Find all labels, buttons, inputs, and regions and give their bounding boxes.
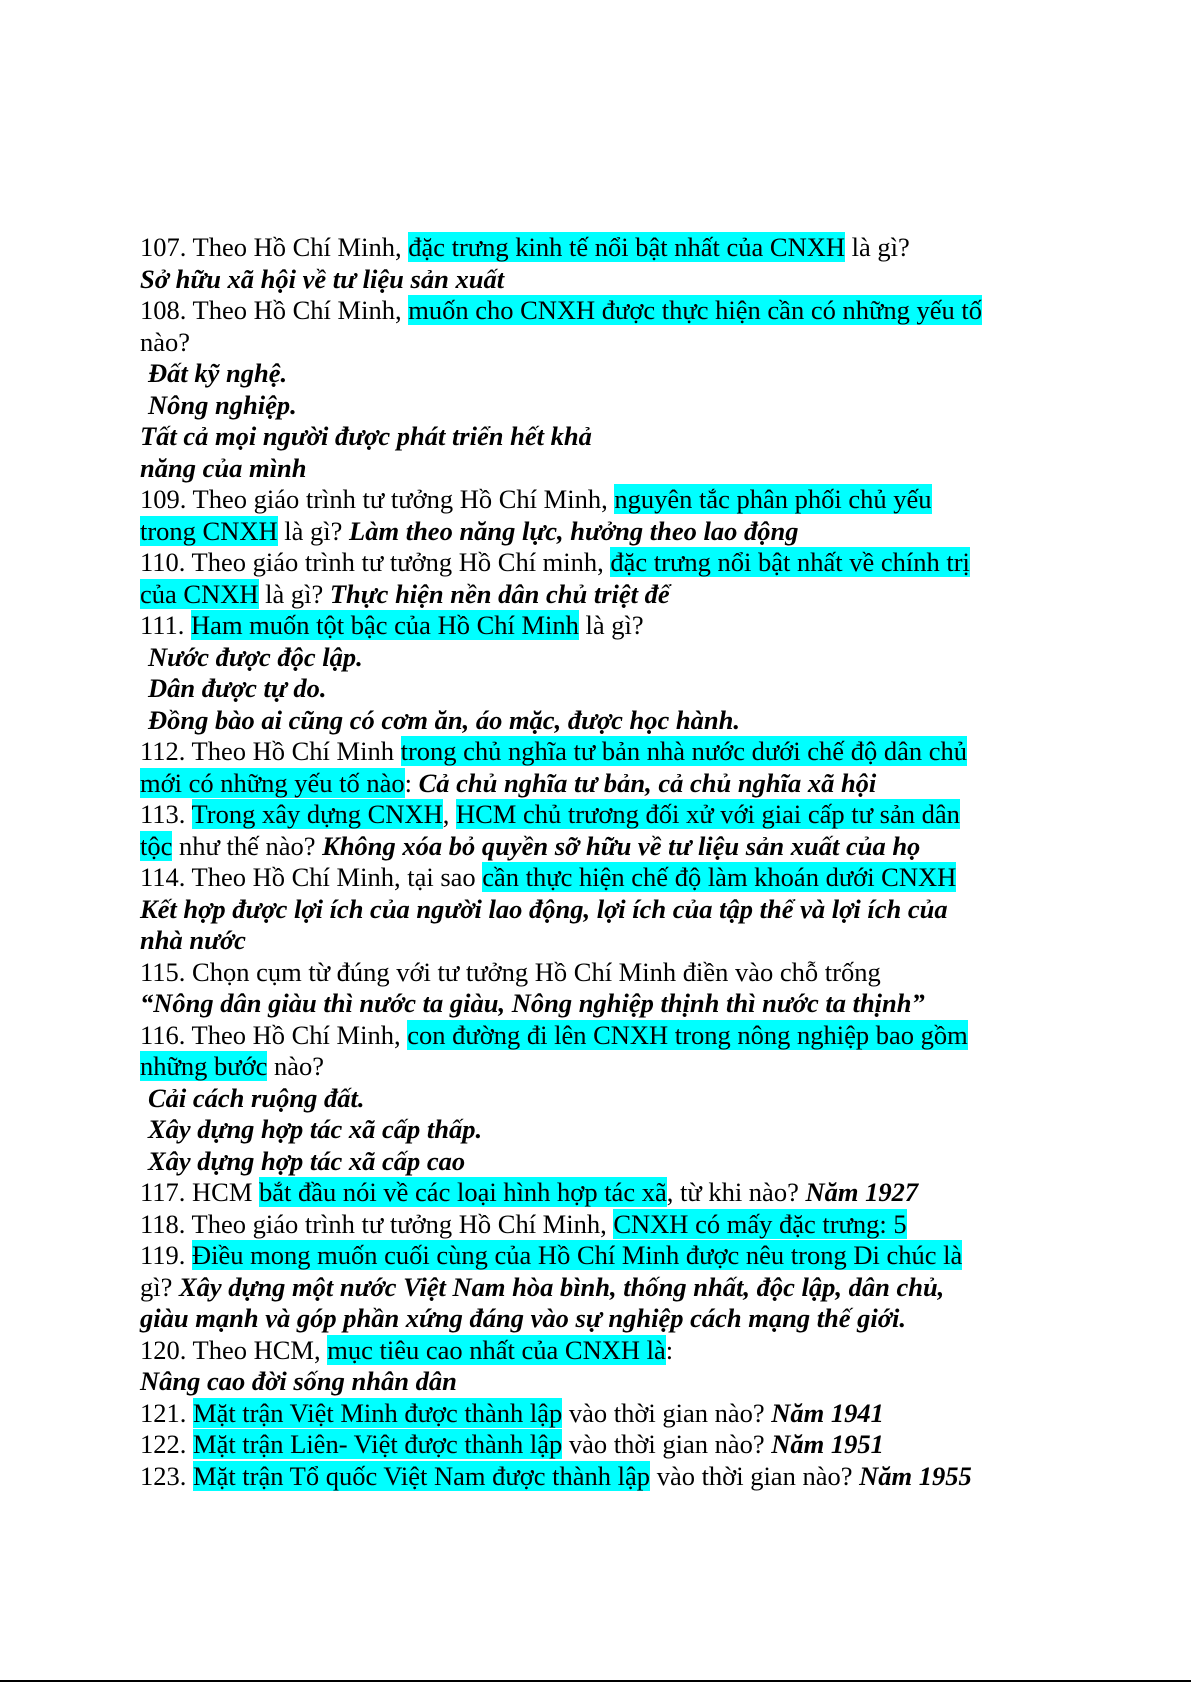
question-108: 108. Theo Hồ Chí Minh, muốn cho CNXH được thực hiện cần có những yếu tố xyxy=(140,295,982,325)
answer-110: Thực hiện nền dân chủ triệt để xyxy=(329,578,670,609)
highlight: Mặt trận Liên- Việt được thành lập xyxy=(193,1429,563,1459)
page-body xyxy=(140,232,1040,1492)
question-112-cont: mới có những yếu tố nào: Cả chủ nghĩa tư bản, cả chủ nghĩa xã hội xyxy=(140,767,877,798)
answer-108-c: Tất cả mọi người được phát triển hết khả xyxy=(140,421,592,451)
question-113-cont: tộc như thế nào? Không xóa bỏ quyền sỡ hữu về tư liệu sản xuất của họ xyxy=(140,830,921,861)
highlight: Điều mong muốn cuối cùng của Hồ Chí Minh được nêu trong Di chúc là xyxy=(192,1240,963,1270)
question-116: 116. Theo Hồ Chí Minh, con đường đi lên CNXH trong nông nghiệp bao gồm xyxy=(140,1019,968,1050)
highlight: mục tiêu cao nhất của CNXH là xyxy=(327,1334,666,1365)
answer-111-a: Nước được độc lập. xyxy=(148,641,363,672)
highlight: trong chủ nghĩa tư bản nhà nước dưới chế độ dân chủ xyxy=(400,736,967,766)
highlight: tộc xyxy=(140,830,173,861)
highlight: CNXH có mấy đặc trưng: 5 xyxy=(613,1208,907,1239)
highlight: bắt đầu nói về các loại hình hợp tác xã xyxy=(259,1177,667,1207)
answer-108-c-cont: năng của mình xyxy=(140,452,307,483)
highlight: trong CNXH xyxy=(140,515,278,546)
question-111: 111. Ham muốn tột bậc của Hồ Chí Minh là gì? xyxy=(140,610,644,640)
answer-115: “Nông dân giàu thì nước ta giàu, Nông nghiệp thịnh thì nước ta thịnh” xyxy=(140,988,925,1018)
question-109: 109. Theo giáo trình tư tưởng Hồ Chí Minh, nguyên tắc phân phối chủ yếu xyxy=(140,484,932,514)
highlight: HCM chủ trương đối xử với giai cấp tư sản dân xyxy=(455,799,960,829)
highlight: nguyên tắc phân phối chủ yếu xyxy=(614,484,932,514)
answer-108-b: Nông nghiệp. xyxy=(148,389,297,420)
answer-116-a: Cải cách ruộng đất. xyxy=(148,1082,365,1113)
answer-114: Kết hợp được lợi ích của người lao động, lợi ích của tập thể và lợi ích của xyxy=(140,893,948,924)
question-112: 112. Theo Hồ Chí Minh trong chủ nghĩa tư bản nhà nước dưới chế độ dân chủ xyxy=(140,736,967,766)
question-118: 118. Theo giáo trình tư tưởng Hồ Chí Minh, CNXH có mấy đặc trưng: 5 xyxy=(140,1208,907,1239)
answer-116-c: Xây dựng hợp tác xã cấp cao xyxy=(148,1145,466,1176)
highlight: mới có những yếu tố nào xyxy=(140,767,405,798)
question-120: 120. Theo HCM, mục tiêu cao nhất của CNXH là: xyxy=(140,1334,674,1365)
question-108-cont: nào? xyxy=(140,326,191,357)
highlight: Ham muốn tột bậc của Hồ Chí Minh xyxy=(191,610,579,640)
highlight: Mặt trận Việt Minh được thành lập xyxy=(193,1397,563,1428)
page-bottom-rule xyxy=(0,1680,1191,1682)
answer-119: Xây dựng một nước Việt Nam hòa bình, thống nhất, độc lập, dân chủ, xyxy=(179,1271,945,1302)
answer-109: Làm theo năng lực, hưởng theo lao động xyxy=(349,515,799,546)
answer-121: Năm 1941 xyxy=(771,1397,884,1428)
highlight: Trong xây dựng CNXH xyxy=(191,799,443,829)
answer-107: Sở hữu xã hội về tư liệu sản xuất xyxy=(140,263,505,294)
question-109-cont: trong CNXH là gì? Làm theo năng lực, hưởng theo lao động xyxy=(140,515,799,546)
question-110-cont: của CNXH là gì? Thực hiện nền dân chủ triệt để xyxy=(140,578,670,609)
answer-113: Không xóa bỏ quyền sỡ hữu về tư liệu sản xuất của họ xyxy=(322,830,921,861)
answer-119-cont: giàu mạnh và góp phần xứng đáng vào sự nghiệp cách mạng thế giới. xyxy=(140,1303,907,1333)
answer-122: Năm 1951 xyxy=(771,1429,884,1459)
answer-108-a: Đất kỹ nghệ. xyxy=(148,358,288,388)
answer-123: Năm 1955 xyxy=(859,1460,972,1491)
highlight: Mặt trận Tổ quốc Việt Nam được thành lập xyxy=(193,1460,651,1491)
answer-112: Cả chủ nghĩa tư bản, cả chủ nghĩa xã hội xyxy=(418,767,877,798)
highlight: muốn cho CNXH được thực hiện cần có những yếu tố xyxy=(408,295,982,325)
highlight: con đường đi lên CNXH trong nông nghiệp bao gồm xyxy=(407,1019,968,1050)
highlight: đặc trưng kinh tế nổi bật nhất của CNXH xyxy=(408,232,845,262)
answer-120: Nâng cao đời sống nhân dân xyxy=(140,1366,457,1396)
question-116-cont: những bước nào? xyxy=(140,1051,325,1081)
answer-117: Năm 1927 xyxy=(805,1177,919,1207)
highlight: của CNXH xyxy=(140,578,259,609)
highlight: những bước xyxy=(140,1051,268,1081)
question-110: 110. Theo giáo trình tư tưởng Hồ Chí minh, đặc trưng nổi bật nhất về chính trị xyxy=(140,547,970,577)
question-114: 114. Theo Hồ Chí Minh, tại sao cần thực hiện chế độ làm khoán dưới CNXH xyxy=(140,862,957,892)
question-123: 123. Mặt trận Tổ quốc Việt Nam được thành lập vào thời gian nào? Năm 1955 xyxy=(140,1460,972,1491)
answer-116-b: Xây dựng hợp tác xã cấp thấp. xyxy=(148,1114,483,1144)
question-107: 107. Theo Hồ Chí Minh, đặc trưng kinh tế nổi bật nhất của CNXH là gì? xyxy=(140,232,910,262)
highlight: đặc trưng nổi bật nhất về chính trị xyxy=(610,547,970,577)
question-119-cont: gì? Xây dựng một nước Việt Nam hòa bình, thống nhất, độc lập, dân chủ, xyxy=(140,1271,945,1302)
question-115: 115. Chọn cụm từ đúng với tư tưởng Hồ Chí Minh điền vào chỗ trống xyxy=(140,956,881,987)
highlight: cần thực hiện chế độ làm khoán dưới CNXH xyxy=(482,862,957,892)
question-121: 121. Mặt trận Việt Minh được thành lập vào thời gian nào? Năm 1941 xyxy=(140,1397,884,1428)
answer-111-c: Đồng bào ai cũng có cơm ăn, áo mặc, được học hành. xyxy=(148,704,741,735)
question-122: 122. Mặt trận Liên- Việt được thành lập vào thời gian nào? Năm 1951 xyxy=(140,1429,884,1459)
question-113: 113. Trong xây dựng CNXH, HCM chủ trương đối xử với giai cấp tư sản dân xyxy=(140,799,960,829)
answer-111-b: Dân được tự do. xyxy=(148,673,327,703)
answer-114-cont: nhà nước xyxy=(140,925,246,955)
question-119: 119. Điều mong muốn cuối cùng của Hồ Chí Minh được nêu trong Di chúc là xyxy=(140,1240,963,1270)
question-117: 117. HCM bắt đầu nói về các loại hình hợp tác xã, từ khi nào? Năm 1927 xyxy=(140,1177,919,1207)
